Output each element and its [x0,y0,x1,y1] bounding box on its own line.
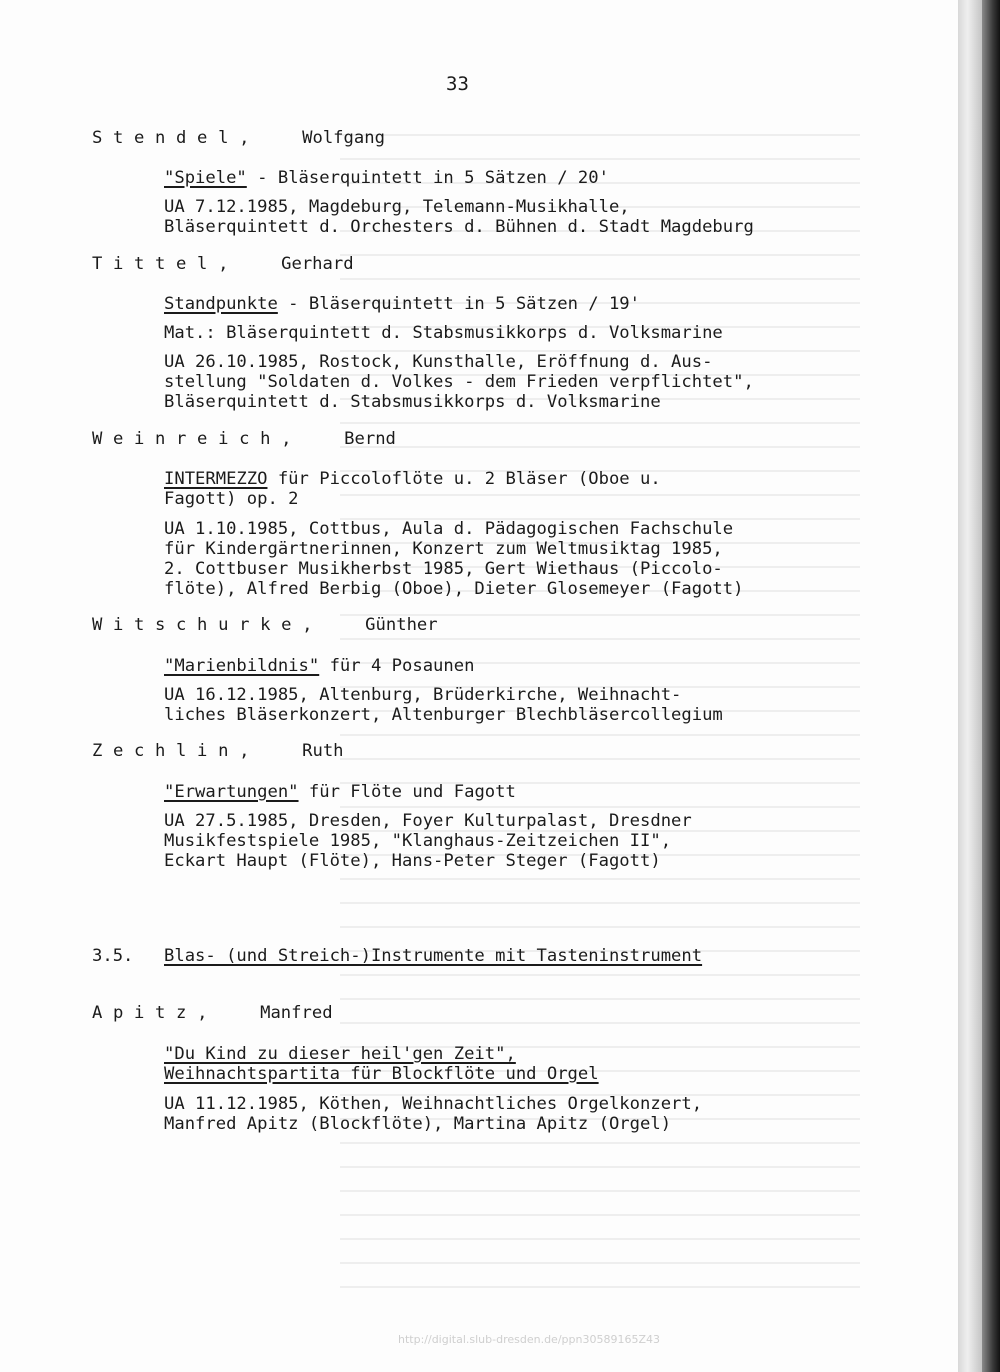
page-number: 33 [446,73,469,95]
section-title: Blas- (und Streich-)Instrumente mit Tasteninstrument [164,946,703,966]
material-note: Mat.: Bläserquintett d. Stabsmusikkorps d. Volksmarine [164,323,723,343]
work-title-line: "Spiele" - Bläserquintett in 5 Sätzen / 20' [164,168,609,188]
performance-details: UA 26.10.1985, Rostock, Kunsthalle, Eröffnung d. Aus- stellung "Soldaten d. Volkes - dem Frieden verpflichtet", Bläserquintett d. Stabsmusikkorps d. Volksmarine [164,352,754,412]
source-url[interactable]: http://digital.slub-dresden.de/ppn30589165Z43 [398,1333,660,1346]
section-number: 3.5. [92,946,134,966]
work-title: Standpunkte [164,294,278,314]
work-title: "Du Kind zu dieser heil'gen Zeit", Weihnachtspartita für Blockflöte und Orgel [164,1044,599,1084]
work-title: "Spiele" [164,168,247,188]
composer-name: Tittel, Gerhard [92,254,354,274]
work-title-line: "Marienbildnis" für 4 Posaunen [164,656,475,676]
composer-name: Witschurke, Günther [92,615,438,635]
work-title: "Marienbildnis" [164,656,320,676]
composer-name: Apitz, Manfred [92,1003,333,1023]
composer-name: Stendel, Wolfgang [92,128,385,148]
book-spine-shadow [982,0,1000,1372]
work-title-line: INTERMEZZO für Piccoloflöte u. 2 Bläser (Oboe u. Fagott) op. 2 [164,469,661,509]
performance-details: UA 1.10.1985, Cottbus, Aula d. Pädagogischen Fachschule für Kindergärtnerinnen, Konzert zum Weltmusiktag 1985, 2. Cottbuser Musikherbst 1985, Gert Wiethaus (Piccolo- flöte), Alfred Berbig (Oboe), Dieter Glosemeyer (Fagott) [164,519,744,599]
performance-details: UA 16.12.1985, Altenburg, Brüderkirche, Weihnacht- liches Bläserkonzert, Altenburger Blechbläsercollegium [164,685,723,725]
work-title-line: Standpunkte - Bläserquintett in 5 Sätzen / 19' [164,294,640,314]
page-edge [958,0,982,1372]
work-title: INTERMEZZO [164,469,268,489]
performance-details: UA 11.12.1985, Köthen, Weihnachtliches Orgelkonzert, Manfred Apitz (Blockflöte), Martina Apitz (Orgel) [164,1094,703,1134]
work-title-line: "Erwartungen" für Flöte und Fagott [164,782,516,802]
composer-name: Zechlin, Ruth [92,741,344,761]
performance-details: UA 27.5.1985, Dresden, Foyer Kulturpalast, Dresdner Musikfestspiele 1985, "Klanghaus-Zeitzeichen II", Eckart Haupt (Flöte), Hans-Peter Steger (Fagott) [164,811,692,871]
composer-name: Weinreich, Bernd [92,429,396,449]
work-title: "Erwartungen" [164,782,299,802]
performance-details: UA 7.12.1985, Magdeburg, Telemann-Musikhalle, Bläserquintett d. Orchesters d. Bühnen d. Stadt Magdeburg [164,197,754,237]
